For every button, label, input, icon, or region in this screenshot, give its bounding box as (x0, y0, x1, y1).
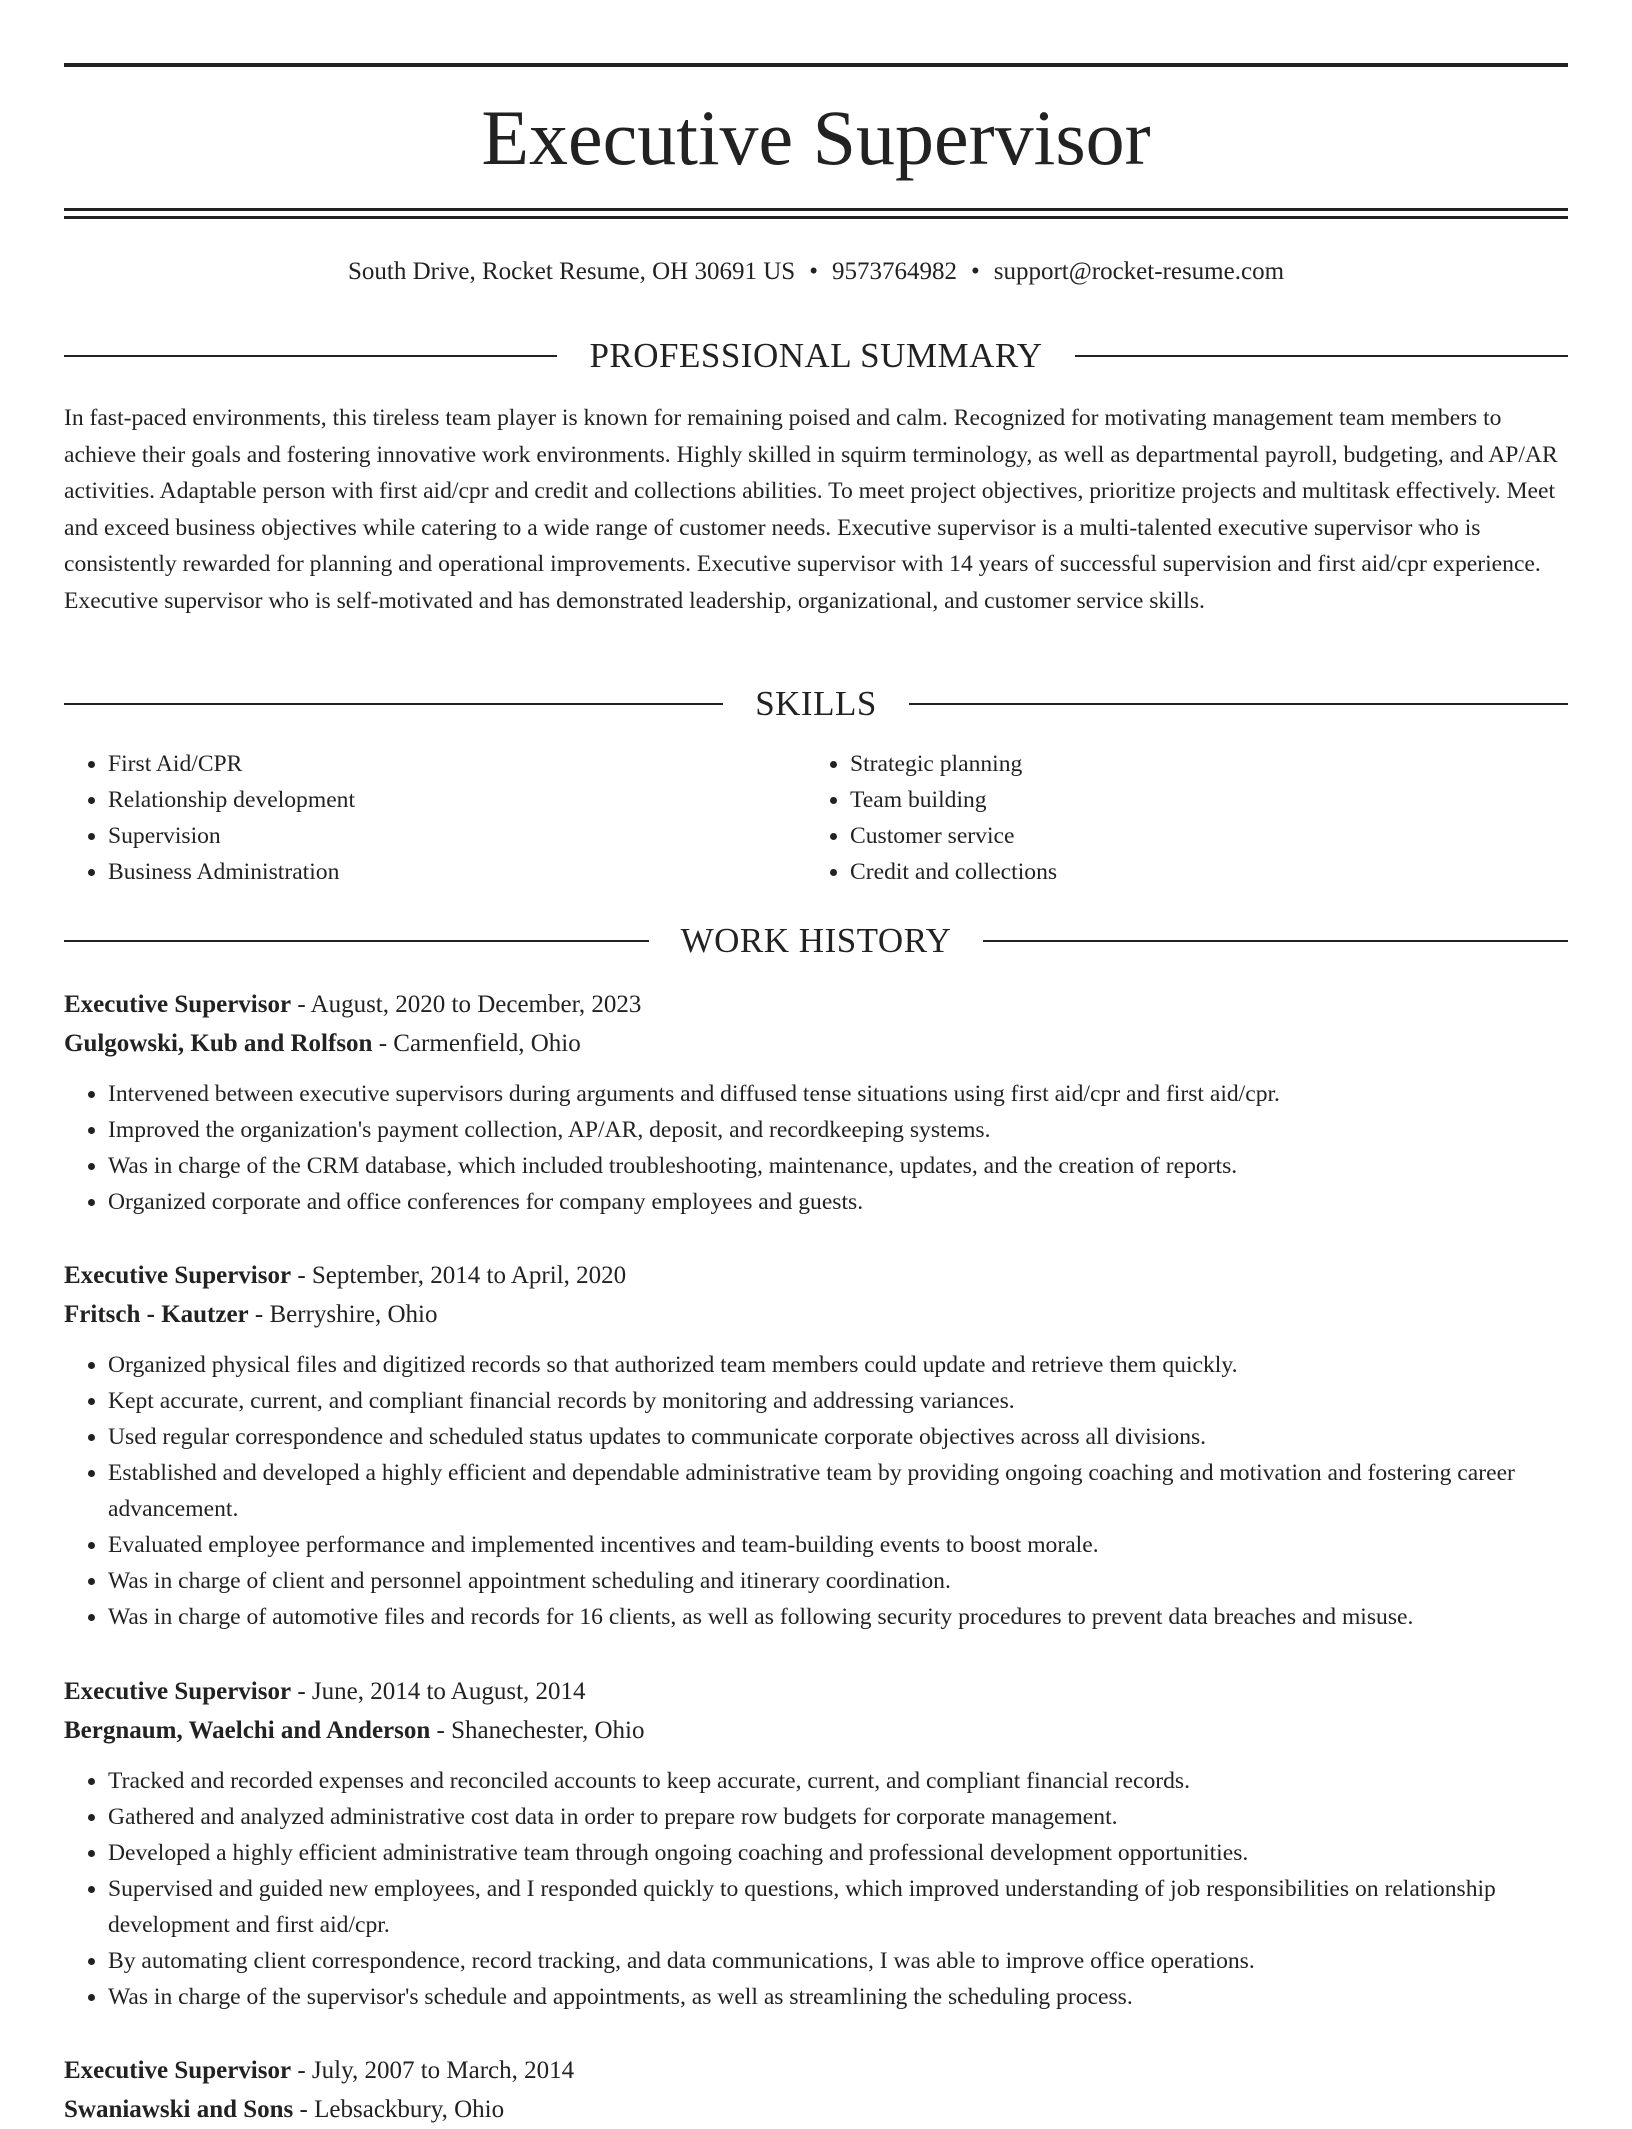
job-dates: - September, 2014 to April, 2020 (291, 1262, 627, 1289)
job-title: Executive Supervisor (64, 991, 292, 1018)
skills-heading-label: SKILLS (755, 684, 877, 723)
job-bullet: • Used regular correspondence and scheduled status updates to communicate corporate objectives across all divisions. (108, 1419, 1568, 1455)
skills-list (64, 746, 1568, 890)
job-bullet: • Intervened between executive supervisors during arguments and diffused tense situations using first aid/cpr and first aid/cpr. (108, 1076, 1568, 1112)
skill-item: • Business Administration (108, 854, 806, 890)
job-bullet: • Was in charge of the CRM database, which included troubleshooting, maintenance, updates, and the creation of reports. (108, 1148, 1568, 1184)
title-rule-upper (64, 208, 1568, 211)
job-company: Swaniawski and Sons (64, 2096, 294, 2123)
work-heading-label: WORK HISTORY (680, 921, 952, 960)
job-bullet: • Was in charge of the supervisor's schedule and appointments, as well as streamlining the scheduling process. (108, 1979, 1568, 2015)
skills-column-right (806, 746, 1568, 890)
summary-heading (64, 334, 1568, 378)
job-bullets (64, 1763, 1568, 2015)
title-rule-lower (64, 216, 1568, 219)
job-bullet: • Kept accurate, current, and compliant financial records by monitoring and addressing variances. (108, 1383, 1568, 1419)
heading-rule (64, 355, 557, 357)
job-bullet: • Developed a highly efficient administrative team through ongoing coaching and professional development opportunities. (108, 1835, 1568, 1871)
job-bullet: • Gathered and analyzed administrative cost data in order to prepare row budgets for corporate management. (108, 1799, 1568, 1835)
skill-item: • Supervision (108, 818, 806, 854)
heading-rule (983, 940, 1568, 942)
job-bullet: • Organized physical files and digitized records so that authorized team members could update and retrieve them quickly. (108, 1347, 1568, 1383)
contact-email: support@rocket-resume.com (993, 258, 1285, 285)
job-location: - Berryshire, Ohio (248, 1301, 438, 1328)
job-bullet: • Was in charge of automotive files and records for 16 clients, as well as following security procedures to prevent data breaches and misuse. (108, 1599, 1568, 1635)
work-heading (64, 919, 1568, 963)
contact-separator: • (970, 258, 980, 285)
job-dates: - June, 2014 to August, 2014 (291, 1678, 586, 1705)
job-dates: - August, 2020 to December, 2023 (291, 991, 642, 1018)
skill-item: • Customer service (850, 818, 1568, 854)
skill-item: • Credit and collections (850, 854, 1568, 890)
job-bullet: • Evaluated employee performance and implemented incentives and team-building events to boost morale. (108, 1527, 1568, 1563)
job-title: Executive Supervisor (64, 1262, 292, 1289)
job-entry (64, 1257, 1568, 1635)
skill-item: • Team building (850, 782, 1568, 818)
job-entry (64, 1673, 1568, 2015)
job-bullet: • Improved the organization's payment collection, AP/AR, deposit, and recordkeeping systems. (108, 1112, 1568, 1148)
contact-separator: • (809, 258, 818, 285)
job-bullet: • Organized corporate and office conferences for company employees and guests. (108, 1184, 1568, 1220)
job-location: - Lebsackbury, Ohio (293, 2096, 505, 2123)
job-bullet: • Supervised and guided new employees, and I responded quickly to questions, which improved understanding of job responsibilities on relationship development and first aid/cpr. (108, 1871, 1568, 1943)
top-rule (64, 63, 1568, 67)
heading-rule (909, 703, 1568, 705)
resume-title: Executive Supervisor (481, 94, 1151, 181)
job-bullet: • Tracked and recorded expenses and reconciled accounts to keep accurate, current, and compliant financial records. (108, 1763, 1568, 1799)
job-entry (64, 2052, 1568, 2129)
job-bullet: • Was in charge of client and personnel appointment scheduling and itinerary coordination. (108, 1563, 1568, 1599)
skill-item: • Strategic planning (850, 746, 1568, 782)
job-dates: - July, 2007 to March, 2014 (291, 2057, 575, 2084)
job-entry (64, 986, 1568, 1220)
heading-rule (64, 703, 723, 705)
job-company: Bergnaum, Waelchi and Anderson (64, 1717, 431, 1744)
skill-item: • Relationship development (108, 782, 806, 818)
job-bullet: • Established and developed a highly efficient and dependable administrative team by providing ongoing coaching and motivation and fostering career advancement. (108, 1455, 1568, 1527)
skills-heading (64, 682, 1568, 726)
contact-phone: 9573764982 (831, 258, 957, 285)
contact-address: South Drive, Rocket Resume, OH 30691 US (347, 258, 796, 285)
job-company: Fritsch - Kautzer (64, 1301, 249, 1328)
job-bullets (64, 1347, 1568, 1635)
skill-item: • First Aid/CPR (108, 746, 806, 782)
heading-rule (1075, 355, 1568, 357)
summary-heading-label: PROFESSIONAL SUMMARY (589, 336, 1043, 375)
job-bullets (64, 1076, 1568, 1220)
job-location: - Carmenfield, Ohio (372, 1030, 581, 1057)
job-location: - Shanechester, Ohio (430, 1717, 645, 1744)
contact-line (64, 252, 1568, 292)
job-company: Gulgowski, Kub and Rolfson (64, 1030, 373, 1057)
heading-rule (64, 940, 649, 942)
job-bullet: • By automating client correspondence, record tracking, and data communications, I was able to improve office operations. (108, 1943, 1568, 1979)
job-title: Executive Supervisor (64, 1678, 292, 1705)
summary-text: In fast-paced environments, this tireless team player is known for remaining poised and calm. Recognized for motivating management team members to achieve their goals and fostering innovative work environments. Highly skilled in squirm terminology, as well as departmental payroll, budgeting, and AP/AR activities. Adaptable person with first aid/cpr and credit and collections abilities. To meet project objectives, prioritize projects and multitask effectively. Meet and exceed business objectives while catering to a wide range of customer needs. Executive supervisor is a multi-talented executive supervisor who is consistently rewarded for planning and operational improvements. Executive supervisor with 14 years of successful supervision and first aid/cpr experience. Executive supervisor who is self-motivated and has demonstrated leadership, organizational, and customer service skills. (64, 405, 1558, 614)
skills-column-left (64, 746, 806, 890)
job-title: Executive Supervisor (64, 2057, 292, 2084)
